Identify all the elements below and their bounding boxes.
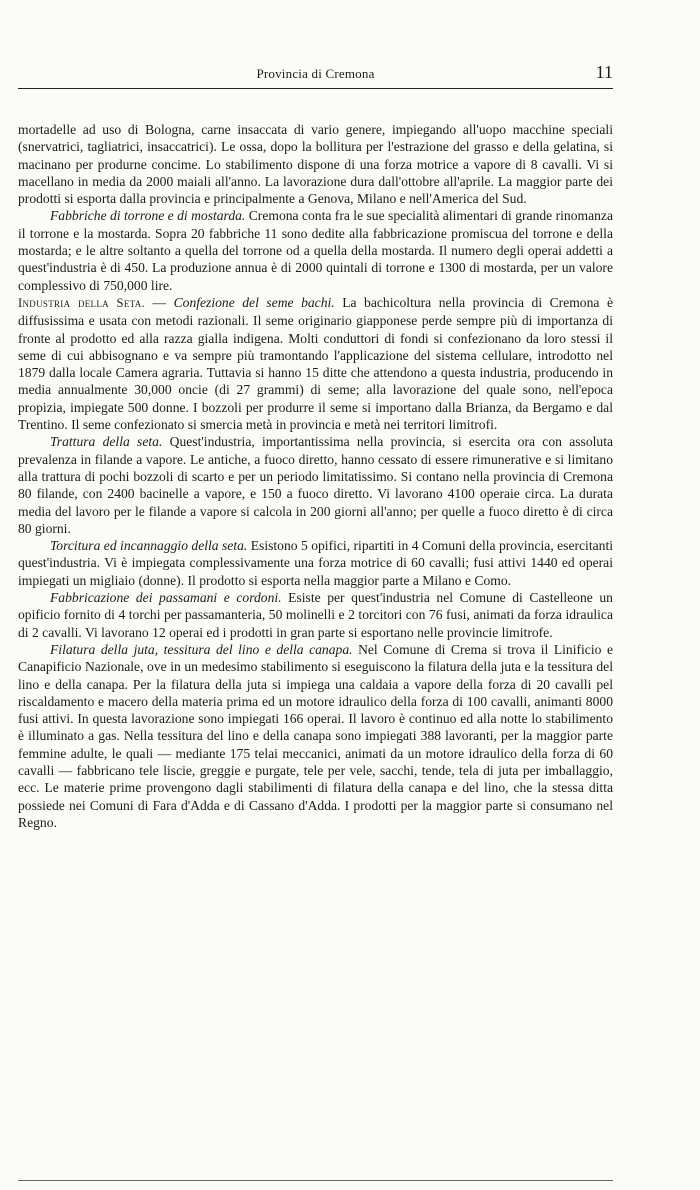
paragraph: [18, 537, 613, 589]
page: [18, 62, 613, 831]
page-header: [18, 62, 613, 89]
paragraph: [18, 641, 613, 831]
paragraph: [18, 589, 613, 641]
section-heading: Confezione del seme bachi.: [173, 294, 335, 310]
section-heading: Fabbricazione dei passamani e cordoni.: [50, 590, 282, 606]
paragraph-text: Cremona conta fra le sue specialità alimentari di grande rinomanza il torrone e la mostarda. Sopra 20 fabbriche 11 sono dedite alla fabbricazione promiscua del torrone e della mostarda; e le altre soltanto a quella del torrone od a quella della mostarda. Il numero degli operai addetti a quest'industria è di 450. La produzione annua è di 2000 quintali di torrone e 1300 di mostarda, per un valore complessivo di 750,000 lire.: [18, 208, 613, 293]
section-heading: Trattura della seta.: [50, 434, 163, 450]
body-text: [18, 121, 613, 831]
paragraph: [18, 121, 613, 207]
running-title: Provincia di Cremona: [256, 66, 375, 81]
section-heading: Fabbriche di torrone e di mostarda.: [50, 208, 246, 224]
paragraph-text: Nel Comune di Crema si trova il Linificio e Canapificio Nazionale, ove in un medesimo stabilimento si eseguiscono la filatura della juta e la tessitura del lino e della canapa. Per la filatura della juta si impiega una caldaia a vapore della forza di 20 cavalli pel riscaldamento e macero della materia prima ed un motore idraulico della forza di 100 cavalli, animanti 8000 fusi attivi. In questa lavorazione sono impiegati 166 operai. Il lavoro è continuo ed alla notte lo stabilimento è illuminato a gas. Nella tessitura del lino e della canapa sono impiegati 388 lavoranti, per la maggior parte femmine adulte, le quali — mediante 175 telai meccanici, animati da un motore idraulico della forza di 60 cavalli — fabbricano tele liscie, greggie e purgate, tele per vele, sacchi, tende, tela di juta per imballaggio, ecc. Le materie prime provengono dagli stabilimenti di filatura della canapa e del lino, che la stessa ditta possiede nei Comuni di Fara d'Adda e di Cassano d'Adda. I prodotti per la maggior parte si consumano nel Regno.: [18, 641, 613, 830]
paragraph-text: La bachicoltura nella provincia di Cremona è diffusissima e usata con metodi razionali. Il seme originario giapponese perde sempre più di importanza di fronte al prodotto ed alla razza gialla indigena. Molti conduttori di fondi si confezionano da loro stessi il seme di cui abbisognano e va sempre più tramontando l'applicazione del sistema cellulare, introdotto nel 1879 dalla locale Camera agraria. Tuttavia si hanno 15 ditte che attendono a questa industria, producendo in media annualmente 30,000 oncie (di 27 grammi) di seme; alla lavorazione del quale sono, nell'epoca propizia, impiegate 500 donne. I bozzoli per produrre il seme si importano dalla Brianza, da Bergamo e dal Trentino. Il seme confezionato si smercia metà in provincia e metà nei territori limitrofi.: [18, 294, 613, 433]
paragraph: [18, 433, 613, 537]
chapter-heading: Industria della Seta.: [18, 295, 145, 310]
paragraph-text: Esistono 5 opifici, ripartiti in 4 Comuni della provincia, esercitanti quest'industria. Vi è impiegata complessivamente una forza motrice di 60 cavalli; fusi attivi 1440 ed operai impiegati un migliaio (donne). Il prodotto si esporta nella maggior parte a Milano e Como.: [18, 538, 613, 588]
section-heading: Filatura della juta, tessitura del lino e della canapa.: [50, 641, 353, 657]
page-number: 11: [595, 62, 613, 82]
paragraph: [18, 207, 613, 293]
section-heading: Torcitura ed incannaggio della seta.: [50, 538, 248, 554]
paragraph-text: Quest'industria, importantissima nella provincia, si esercita ora con assoluta prevalenza in filande a vapore. Le antiche, a fuoco diretto, hanno cessato di essere rimunerative e si limitano alla trattura di pochi bozzoli di scarto e per un periodo limitatissimo. Si contano nella provincia di Cremona 80 filande, con 2400 bacinelle a vapore, e 150 a fuoco diretto. Vi lavorano 4100 operaie circa. La durata media del lavoro per le filande a vapore si calcola in 200 giorni all'anno; per quelle a fuoco diretto è di circa 80 giorni.: [18, 434, 614, 536]
paragraph-text: —: [144, 294, 174, 310]
paragraph: [18, 294, 613, 433]
bottom-rule: [18, 1180, 613, 1181]
paragraph-text: Esiste per quest'industria nel Comune di Castelleone un opificio fornito di 4 torchi per passamanteria, 50 molinelli e 2 torcitori con 76 fusi, animati da forza idraulica di 2 cavalli. Vi lavorano 12 operai ed i prodotti in gran parte si esportano nelle provincie limitrofe.: [18, 590, 613, 640]
paragraph-text: mortadelle ad uso di Bologna, carne insaccata di vario genere, impiegando all'uopo macchine speciali (snervatrici, tagliatrici, insaccatrici). Le ossa, dopo la bollitura per l'estrazione del grasso e della gelatina, si macinano per produrne concime. Lo stabilimento dispone di una forza motrice a vapore di 8 cavalli. Vi si macellano in media da 2000 maiali all'anno. La lavorazione dura dall'ottobre all'aprile. La maggior parte dei prodotti si esporta dalla provincia e principalmente a Genova, Milano e nell'America del Sud.: [18, 122, 613, 207]
